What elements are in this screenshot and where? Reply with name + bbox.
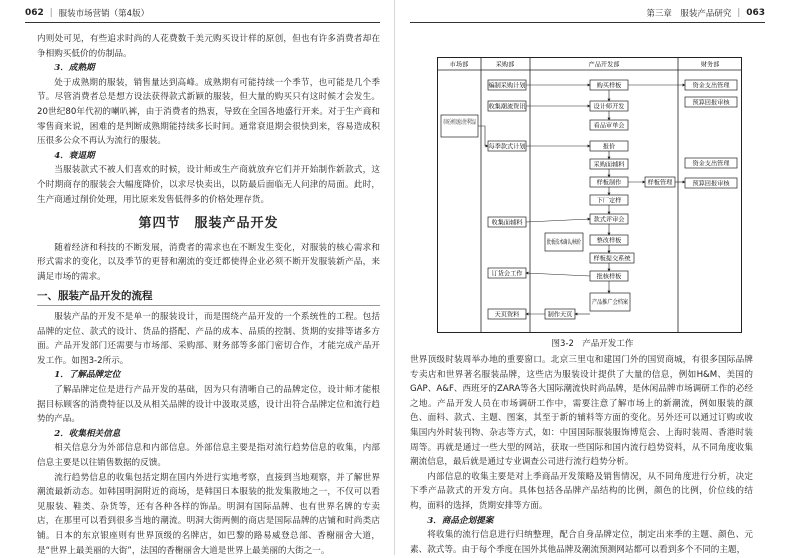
node-sample-mgmt: 样板管理 xyxy=(647,179,673,187)
subheading: 3．商品企划提案 xyxy=(427,515,494,526)
column-market: 市场部 xyxy=(449,61,469,69)
paragraph: 了解品牌定位是进行产品开发的基础，因为只有清晰自己的品牌定位，设计师才能根据目标顾客的消费特征以及从相关品牌的设计中汲取灵感，设计出符合品牌定位和流行趋势的产品。 xyxy=(37,385,380,425)
node-style-meeting: 款式评审会 xyxy=(593,216,625,224)
node-factory-order: 下厂定样 xyxy=(596,197,622,205)
section-title: 第四节 服装产品开发 xyxy=(138,216,279,232)
right-header-rule xyxy=(410,22,765,23)
node-quarterly-plan: 每季款式计划 xyxy=(488,143,526,151)
right-page-number: 063 xyxy=(746,8,765,18)
column-product-dev: 产品开发部 xyxy=(588,61,620,69)
paragraph: 随着经济和科技的不断发展，消费者的需求也在不断发生变化，对服装的核心需求和形式需求的变化，以及季节的更替和潮流的变迁都使得企业必须不断开发服装新产品，来满足市场的需求。 xyxy=(37,242,380,282)
node-budget-review: 预算回报审核 xyxy=(692,99,730,107)
paragraph: 流行趋势信息的收集包括定期在国内外进行实地考察，直接到当地观察，并了解世界潮流最新动态。如韩国明洞附近的商场，是韩国日本服装的批发集散地之一，不仅可以看见服装、鞋类、杂货等，还有各种各样的饰品。明洞有国际品牌、也有世界名牌的专卖店，在那里可以看到很多当地的潮流。明洞大街两侧的商店是国际品牌的店铺和时尚类店铺。日本的东京银座则有世界顶级的名牌店，如巴黎的路易威登总部、香榭丽舍大道，是“世界上最美丽的大街”，法国的香榭丽舍大道是世界上最美丽的大街之一。 xyxy=(37,472,380,556)
node-collect-info: 收集潮流资讯 xyxy=(488,103,526,111)
subheading: 2．收集相关信息 xyxy=(54,428,121,439)
node-budget-review-2: 预算回报审核 xyxy=(692,180,730,188)
paragraph: 当服装款式不被人们喜欢的时候，设计师或生产商就放弃它们并开始制作新款式，这个时期商存的服装会大幅度降价，以求尽快卖出，以防最后面临无人问津的局面。此时，生产商通过削价处理，用比原来发售低得多的价格处理存货。 xyxy=(37,165,380,205)
left-header-rule xyxy=(25,22,380,23)
node-buy-sample: 购买样板 xyxy=(596,82,622,90)
paragraph: 世界顶级时装周举办地的重要窗口。北京三里屯和建国门外的国贸商城，有很多国际品牌专卖店和世界著名服装品牌，这些店为服装设计提供了大量的信息，例如H&M、美国的GAP、A&F、西班牙的ZARA等各大国际潮流快时尚品牌，是休闲品牌市场调研工作的必经之地。产品开发人员在市场调研工作中，需要注意了解市场上的新潮流，例如服装的颜色、面料、款式、主题、图案，其至于新的辅料等方面的变化。另外还可以通过订购或收集国内外时装刊物、杂志等方式，如：中国国际服装服饰博览会、上海时装周、香港时装周等。再就是通过一些大型的网站，获取一些国际和国内流行趋势资料，从不同角度收集潮流信息，最后就是通过专业调查公司进行流行趋势分析。 xyxy=(410,355,753,468)
subheading: 1．了解品牌定位 xyxy=(54,370,121,381)
node-pre-data: 天页资料 xyxy=(494,311,520,319)
node-order-work: 订货会工作 xyxy=(491,270,523,278)
node-production: 制作天页 xyxy=(547,311,573,319)
left-page xyxy=(0,0,395,555)
node-collect-materials: 收集面辅料 xyxy=(491,219,523,227)
node-material-purchase: 采购面辅料 xyxy=(593,161,625,169)
node-sample-order: 样板制作 xyxy=(596,179,622,187)
node-product-archive: 产品推广会档案 xyxy=(592,299,636,306)
paragraph: 处于成熟期的服装，销售量达到高峰。成熟期有可能持续一个季节，也可能是几个季节。尽管消费者总是想方设法获得款式新颖的服装，但大量的购买只有这时候才会发生。20世纪80年代初的喇叭裤，由于消费者的热衷，导致在全国各地盛行开来。对于生产商和零售商来说，困难的是判断成熟期能持续多长时间。通常衰退期会很快到来，容易造成积压很多公众不再认为流行的服装。 xyxy=(37,77,380,147)
heading: 一、服装产品开发的流程 xyxy=(37,289,380,307)
subheading: 3．成熟期 xyxy=(54,63,95,74)
chapter-title: 第三章 服装产品研究 xyxy=(646,9,732,19)
product-development-flowchart xyxy=(437,57,742,333)
node-dev-design: 设计师开发 xyxy=(593,103,625,111)
node-quote: 报价 xyxy=(602,143,616,151)
left-page-number: 062 xyxy=(25,8,44,18)
paragraph: 内则处可见，有些追求时尚的人花费数千美元购买设计样的原创，但也有许多消费者却在争相购买低价的仿制品。 xyxy=(37,34,380,59)
node-sample-system: 样板提交系统 xyxy=(593,255,631,263)
subheading: 4．衰退期 xyxy=(54,150,95,161)
left-body xyxy=(37,32,380,558)
column-finance: 财务部 xyxy=(700,61,720,69)
paragraph: 将收集的流行信息进行归纳整理，配合自身品牌定位，制定出来季的主题、颜色、元素、款式等。由于每个季度在国外其他品牌及潮流预测网站都可以看到多个不同的主题， xyxy=(410,530,753,555)
node-cost-mgmt: 资金支出管理 xyxy=(692,82,730,90)
node-market-analysis-label xyxy=(443,118,476,126)
book-title: 服装市场营销（第4版） xyxy=(58,9,150,19)
right-header: 第三章 服装产品研究 | 063 xyxy=(646,8,765,19)
paragraph: 相关信息分为外部信息和内部信息。外部信息主要是指对流行趋势信息的收集，内部信息主要是以往销售数据的反馈。 xyxy=(37,443,380,469)
node-sample-finalize: 批板技术确认/核价 xyxy=(547,239,599,246)
column-purchasing: 采购部 xyxy=(495,61,515,69)
node-cost-mgmt-2: 资金支出管理 xyxy=(692,160,730,168)
right-body xyxy=(410,353,753,557)
node-pattern-confirm: 整改样板 xyxy=(596,237,622,245)
node-design-meeting: 看品审单会 xyxy=(593,122,625,130)
left-header: 062 | 服装市场营销（第4版） xyxy=(25,8,150,19)
node-fabric-plan: 编制采购计划 xyxy=(488,82,526,90)
paragraph: 服装产品的开发不是单一的服装设计，而是围绕产品开发的一个系统性的工程。包括品牌的定位、款式的设计、货品的搭配、产品的成本、品质的控制、货期的安排等诸多方面。产品开发部门还需要与市场部、采购部、财务部等多部门密切合作，才能完成产品开发工作。如图3-2所示。 xyxy=(37,312,380,366)
figure-caption: 图3-2 产品开发工作 xyxy=(551,339,634,349)
paragraph: 内部信息的收集主要是对上季商品开发策略及销售情况，从不同角度进行分析，决定下季产品款式的开发方向。具体包括各品牌产品结构的比例，颜色的比例，价位线的结构，面料的选择，货期安排等方面。 xyxy=(410,471,753,511)
node-approve-sample: 批核样板 xyxy=(596,273,622,281)
